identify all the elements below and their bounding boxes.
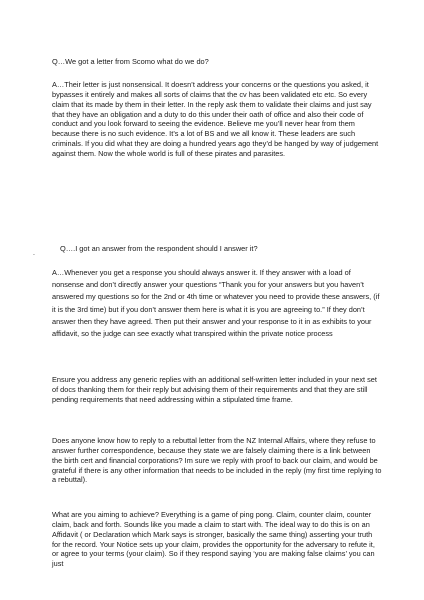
question-1: Q…We got a letter from Scomo what do we do? xyxy=(52,57,209,66)
answer-1: A…Their letter is just nonsensical. It doesn’t address your concerns or the questions you asked, it bypasses it entirely and makes all sorts of claims that the cv has been validated etc etc. So every claim that its made by them in their letter. In the reply ask them to validate their claims and just say that they have an obligation and a duty to do this under their oath of office and also their code of conduct and you look forward to seeing the evidence. Believe me you’ll never hear from them because there is no such evidence. It’s a lot of BS and we all know it. These leaders are such criminals. If you did what they are doing a hundred years ago they’d be hanged by way of judgement against them. Now the whole world is full of these pirates and parasites. xyxy=(52,80,379,158)
answer-2: A…Whenever you get a response you should always answer it. If they answer with a load of nonsense and don’t directly answer your questions “Thank you for your answers but you haven’t answered my questions so for the 2nd or 4th time or whatever you need to provide these answers, (if it is the 3rd time) but if you don’t answer them here is what it is you are agreeing to.” If they don’t answer then they have agreed. Then put their answer and your response to it in as exhibits to your affidavit, so the judge can see exactly what transpired within the private notice process xyxy=(52,268,380,339)
paragraph-nz-question: Does anyone know how to reply to a rebuttal letter from the NZ Internal Affairs, where they refuse to answer further correspondence, because they state we are falsely claiming there is a link between the birth cert and financial corporations? Im sure we reply with proof to back our claim, and would be grateful if there is any other information that needs to be included in the reply (my first time replying to a rebuttal). xyxy=(52,436,382,485)
question-2: Q….I got an answer from the respondent should I answer it? xyxy=(60,244,258,253)
bullet-marker: . xyxy=(33,250,35,257)
paragraph-aiming: What are you aiming to achieve? Everything is a game of ping pong. Claim, counter claim, counter claim, back and forth. Sounds like you made a claim to start with. The ideal way to do this is on an Affidavit ( or Declaration which Mark says is stronger, basically the same thing) asserting your truth for the record. Your Notice sets up your claim, provides the opportunity for the adversary to refute it, or agree to your terms (your claim). So if they respond saying ‘you are making false claims’ you can just xyxy=(52,510,375,569)
paragraph-generic-replies: Ensure you address any generic replies with an additional self-written letter included in your next set of docs thanking them for their reply but advising them of their requirements and that they are still pending requirements that need addressing within a stipulated time frame. xyxy=(52,375,377,404)
